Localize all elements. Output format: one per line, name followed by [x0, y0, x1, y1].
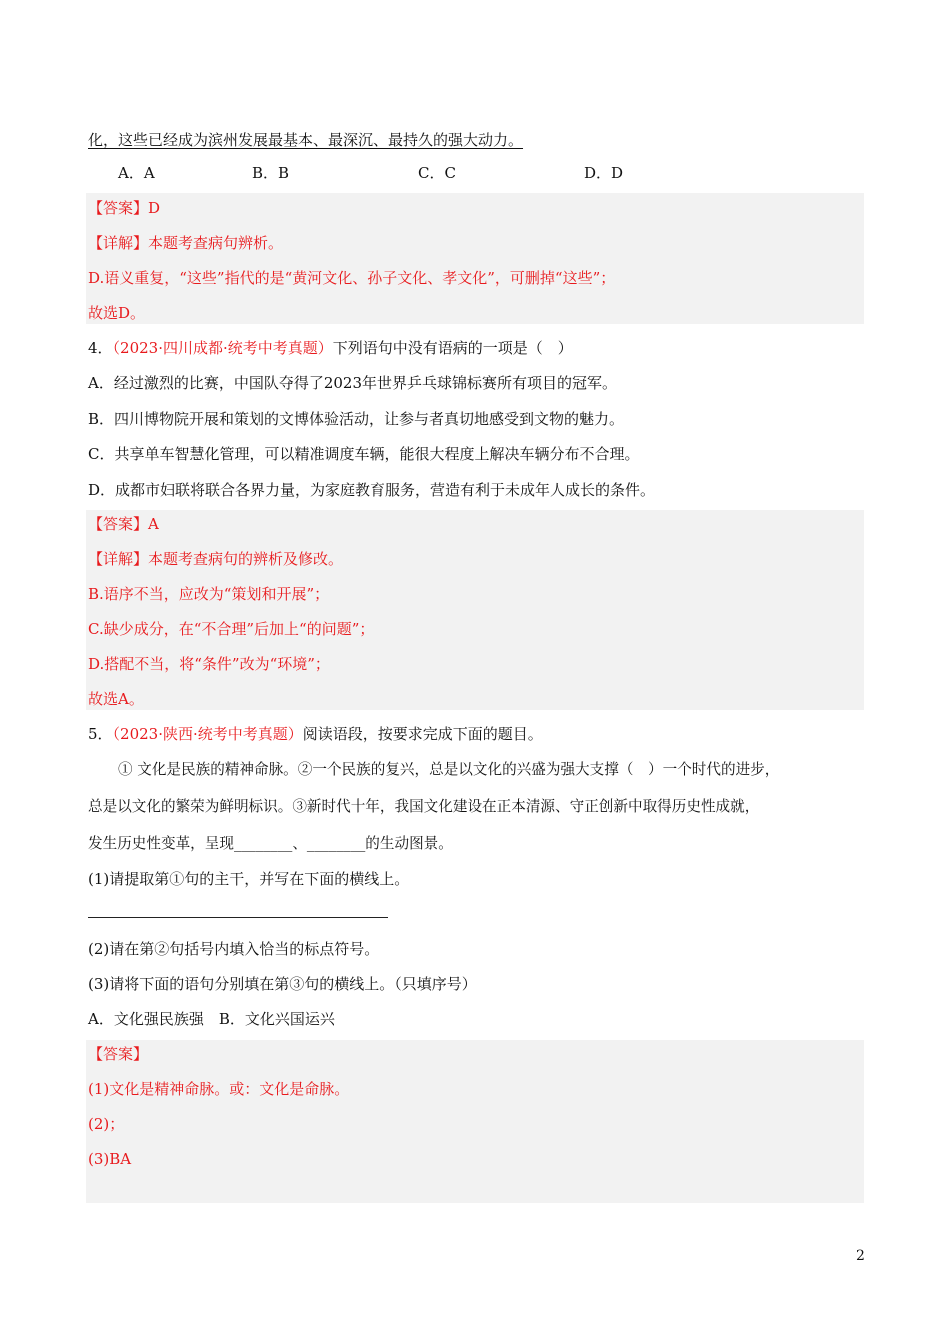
q4-option-d: D．成都市妇联将联合各界力量，为家庭教育服务，营造有利于未成年人成长的条件。 [88, 481, 656, 499]
q5-answer: 【答案】 [88, 1045, 149, 1063]
q4-answer: 【答案】A [88, 515, 159, 533]
q4-explanation-d: D.搭配不当，将“条件”改为“环境”； [88, 655, 330, 673]
q5-passage-line-3: 发生历史性变革，呈现________、________的生动图景。 [88, 835, 453, 852]
q4-stem: 下列语句中没有语病的一项是（ ） [332, 339, 573, 357]
q5-sub3: (3)请将下面的语句分别填在第③句的横线上。（只填序号） [88, 975, 477, 993]
q5-heading [88, 724, 864, 744]
q5-answer-2: (2)； [88, 1115, 125, 1133]
q4-number: 4． [88, 339, 113, 357]
q3-option-c: C．C [418, 164, 456, 182]
q5-answer-line [88, 917, 388, 918]
q4-detail: 【详解】本题考查病句的辨析及修改。 [88, 550, 344, 568]
q4-heading [88, 338, 864, 358]
q4-conclusion: 故选A。 [88, 690, 144, 708]
q5-stem: 阅读语段，按要求完成下面的题目。 [302, 725, 543, 743]
q3-option-d: D．D [584, 164, 624, 182]
q4-option-c: C．共享单车智慧化管理，可以精准调度车辆，能很大程度上解决车辆分布不合理。 [88, 445, 640, 463]
q5-passage-line-2: 总是以文化的繁荣为鲜明标识。③新时代十年，我国文化建设在正本清源、守正创新中取得历史性成就， [88, 798, 760, 815]
q3-explanation: D.语义重复，“这些”指代的是“黄河文化、孙子文化、孝文化”，可删掉“这些”； [88, 269, 616, 287]
q4-source: （2023·四川成都·统考中考真题） [112, 339, 333, 357]
q3-option-a: A．A [118, 164, 155, 182]
q3-option-b: B．B [252, 164, 290, 182]
page-number: 2 [856, 1248, 865, 1264]
q5-passage-line-1: ① 文化是民族的精神命脉。②一个民族的复兴，总是以文化的兴盛为强大支撑（ ）一个时代的进步， [118, 761, 780, 778]
q5-choices: A．文化强民族强 B．文化兴国运兴 [88, 1010, 335, 1028]
q5-answer-3: (3)BA [88, 1150, 132, 1168]
q4-explanation-c: C.缺少成分，在“不合理”后加上“的问题”； [88, 620, 375, 638]
q4-option-a: A．经过激烈的比赛，中国队夺得了2023年世界乒乓球锦标赛所有项目的冠军。 [88, 374, 618, 392]
q3-answer: 【答案】D [88, 199, 161, 217]
q4-option-b: B．四川博物院开展和策划的文博体验活动，让参与者真切地感受到文物的魅力。 [88, 410, 625, 428]
q3-detail: 【详解】本题考查病句辨析。 [88, 234, 284, 252]
q5-number: 5． [88, 725, 113, 743]
q4-answer-box [86, 510, 864, 710]
q5-sub2: (2)请在第②句括号内填入恰当的标点符号。 [88, 940, 380, 958]
q5-source: （2023·陕西·统考中考真题） [112, 725, 303, 743]
q3-conclusion: 故选D。 [88, 304, 146, 322]
q4-explanation-b: B.语序不当，应改为“策划和开展”； [88, 585, 330, 603]
q5-answer-1: (1)文化是精神命脉。或：文化是命脉。 [88, 1080, 350, 1098]
q3-continuation: 化，这些已经成为滨州发展最基本、最深沉、最持久的强大动力。 [88, 131, 524, 149]
q5-sub1: (1)请提取第①句的主干，并写在下面的横线上。 [88, 870, 410, 888]
